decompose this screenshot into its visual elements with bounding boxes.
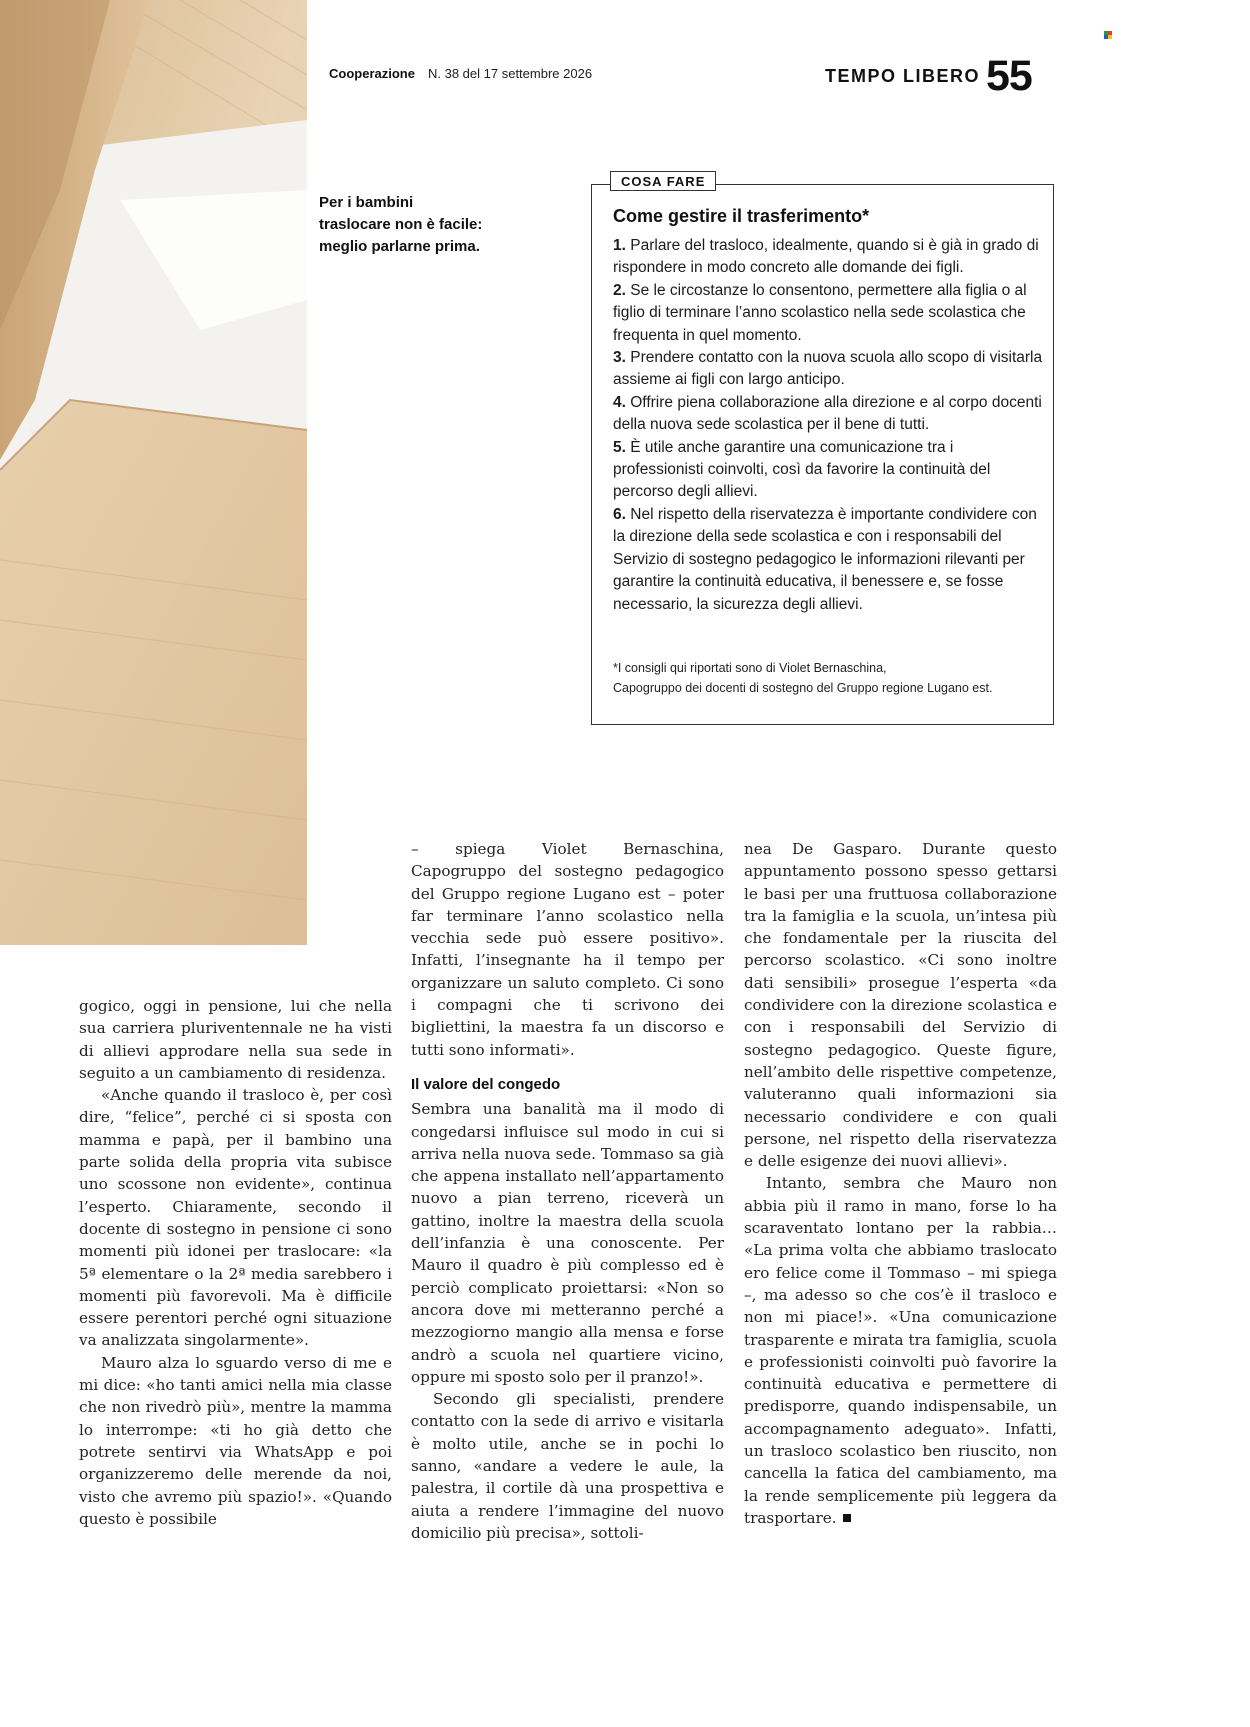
article-paragraph: nea De Gasparo. Durante questo appuntamento possono spesso gettarsi le basi per una fruttuosa collaborazione tra la famiglia e la scuola, un’intesa più che fondamentale per la riuscita del percorso scolastico. «Ci sono inoltre dati sensibili» prosegue l’esperta «da condividere con la direzione scolastica e con i responsabili del Servizio di sostegno pedagogico. Queste figure, nell’ambito delle rispettive competenze, valuteranno quali informazioni sia necessario condividere e con quali persone, nel rispetto della riservatezza e delle esigenze dei nuovi allievi».: [744, 840, 1057, 1171]
article-column-3: [744, 838, 1057, 1529]
tip-item: [613, 504, 1043, 616]
tip-text: È utile anche garantire una comunicazione tra i professionisti coinvolti, così da favorire la continuità del percorso degli allievi.: [613, 438, 991, 501]
tip-number: 4.: [613, 393, 626, 411]
article-paragraph: Sembra una banalità ma il modo di congedarsi influisce sul modo in cui si arriva nella nuova sede. Tommaso sa già che appena installato nell’appartamento nuovo a pian terreno, riceverà un gattino, inoltre la maestra della scuola dell’infanzia è una conoscente. Per Mauro il quadro è più complesso ed è perciò complicato proiettarsi: «Non so ancora dove mi metteranno perché a mezzogiorno mangio alla mensa e forse andrò a scuola nel quartiere vicino, oppure mi sposto solo per il pranzo!».: [411, 1100, 724, 1386]
tip-item: [613, 392, 1043, 437]
tip-number: 2.: [613, 281, 626, 299]
tip-text: Prendere contatto con la nuova scuola allo scopo di visitarla assieme ai figli con largo anticipo.: [613, 349, 1043, 389]
tip-item: [613, 437, 1043, 504]
color-registration-mark-icon: [1104, 31, 1113, 40]
article-paragraph: – spiega Violet Bernaschina, Capogruppo del sostegno pedagogico del Gruppo regione Lugano est – poter far terminare l’anno scolastico nella vecchia sede può essere positivo». Infatti, l’insegnante ha il tempo per organizzare un saluto completo. Ci sono i compagni che ti scrivono dei bigliettini, la maestra fa un discorso e tutti sono informati».: [411, 840, 724, 1059]
cardboard-box-illustration: [0, 0, 307, 945]
footnote-line: *I consigli qui riportati sono di Violet Bernaschina,: [613, 661, 887, 675]
article-column-2: [411, 838, 724, 1544]
caption-line: traslocare non è facile:: [319, 216, 483, 233]
issue-date: N. 38 del 17 settembre 2026: [428, 66, 593, 81]
tip-number: 1.: [613, 237, 626, 254]
article-paragraph: Secondo gli specialisti, prendere contatto con la sede di arrivo e visitarla è molto utile, anche se in pochi lo sanno, «andare a vedere le aule, la palestra, il cortile dà una prospettiva e aiuta a rendere l’immagine del nuovo domicilio più precisa», sottoli-: [411, 1390, 724, 1542]
tip-item: [613, 280, 1043, 347]
tip-number: 5.: [613, 438, 626, 456]
article-subheading: Il valore del congedo: [411, 1075, 561, 1093]
article-paragraph: gogico, oggi in pensione, lui che nella sua carriera pluriventennale ne ha visti di allievi approdare nella sua sede in seguito a un cambiamento di residenza.: [79, 997, 392, 1082]
tip-number: 6.: [613, 505, 626, 523]
box-tag: COSA FARE: [610, 171, 716, 191]
article-paragraph-text: Intanto, sembra che Mauro non abbia più il ramo in mano, forse lo ha scaraventato lontano per la rabbia… «La prima volta che abbiamo traslocato ero felice come il Tommaso – mi spiega –, ma adesso so che cos’è il trasloco e non mi piace!». «Una comunicazione trasparente e mirata tra famiglia, scuola e professionisti coinvolti può favorire la continuità educativa e permettere di predisporre, quando indispensabile, un accompagnamento adeguato». Infatti, un trasloco scolastico ben riuscito, non cancella la fatica del cambiamento, ma la rende semplicemente più leggera da trasportare.: [744, 1174, 1057, 1527]
article-paragraph: [744, 1172, 1057, 1529]
tips-list: [613, 235, 1043, 616]
tip-text: Se le circostanze lo consentono, permettere alla figlia o al figlio di terminare l’anno scolastico nella sede scolastica che frequenta in quel momento.: [613, 281, 1027, 344]
tip-item: [613, 235, 1043, 280]
tip-text: Offrire piena collaborazione alla direzione e al corpo docenti della nuova sede scolastica per il bene di tutti.: [613, 393, 1042, 434]
end-of-article-mark-icon: [843, 1514, 851, 1522]
tip-text: Parlare del trasloco, idealmente, quando si è già in grado di rispondere in modo concreto alle domande dei figli.: [613, 237, 1039, 277]
article-column-1: [79, 995, 392, 1530]
footnote-line: Capogruppo dei docenti di sostegno del Gruppo regione Lugano est.: [613, 681, 993, 695]
tip-number: 3.: [613, 349, 626, 367]
article-paragraph: «Anche quando il trasloco è, per così dire, “felice”, perché ci si sposta con mamma e papà, per il bambino una parte solida della propria vita subisce uno scossone non evidente», continua l’esperto. Chiaramente, secondo il docente di sostegno in pensione ci sono momenti più idonei per traslocare: «la 5ª elementare o la 2ª media sarebbero i momenti più favorevoli. Ma è difficile essere perentori perché ogni situazione va analizzata singolarmente».: [79, 1086, 392, 1350]
box-footnote: [613, 658, 1043, 698]
tips-box: [591, 174, 1054, 725]
caption-line: Per i bambini: [319, 194, 414, 211]
tip-text: Nel rispetto della riservatezza è importante condividere con la direzione della sede scolastica e con i responsabili del Servizio di sostegno pedagogico le informazioni rilevanti per garantire la continuità educativa, il benessere e, se fosse necessario, la sicurezza degli allievi.: [613, 505, 1037, 613]
article-paragraph: Mauro alza lo sguardo verso di me e mi dice: «ho tanti amici nella mia classe che non rivedrò più», mentre la mamma lo interrompe: «ti ho già detto che potrete sentirvi via WhatsApp e poi organizzeremo delle merende da noi, visto che avremo più spazio!». «Quando questo è possibile: [79, 1353, 392, 1528]
box-title: Come gestire il trasferimento*: [613, 206, 870, 226]
tip-item: [613, 347, 1043, 392]
caption-line: meglio parlarne prima.: [319, 238, 480, 255]
magazine-name: Cooperazione: [329, 66, 415, 81]
section-title: TEMPO LIBERO: [825, 66, 981, 86]
photo-caption: [319, 192, 509, 258]
page-number: 55: [986, 52, 1032, 100]
cardboard-box-photo: [0, 0, 307, 945]
